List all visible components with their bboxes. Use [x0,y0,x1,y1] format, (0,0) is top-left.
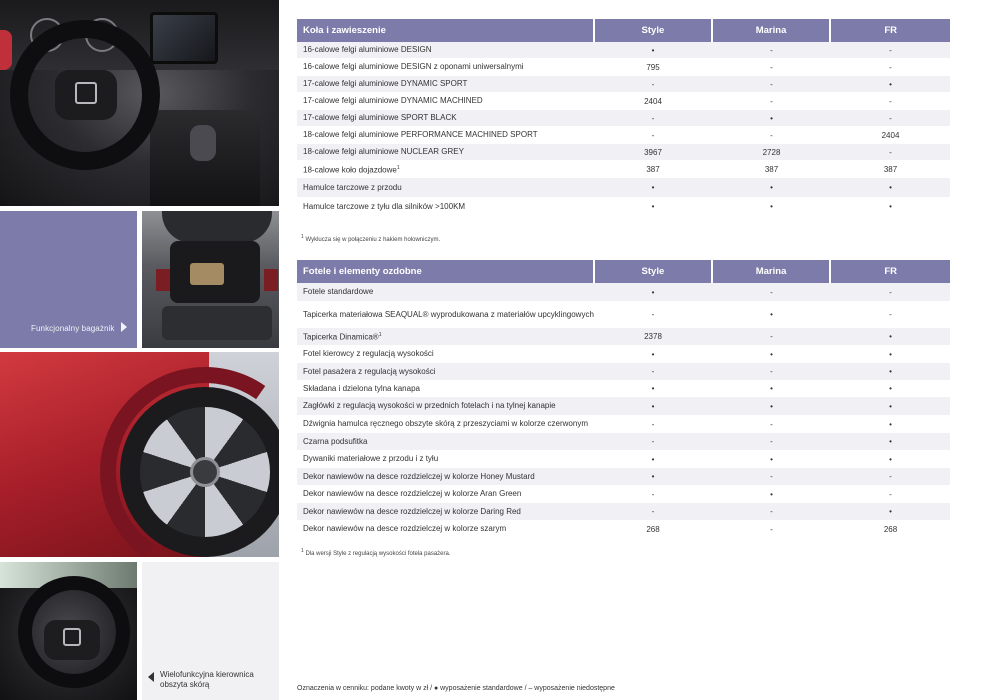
footnote-1: $^1$ Wyklucza się w połączeniu z hakiem holowniczym. [301,234,441,243]
cell-style: 795 [646,62,660,72]
row-label: 17-calowe felgi aluminiowe SPORT BLACK [303,113,457,122]
cell-style: • [651,401,655,411]
cell-fr: • [889,507,892,516]
cell-marina: • [770,401,773,411]
row-label: Fotel kierowcy z regulacją wysokości [303,349,434,358]
row-label: Dywaniki materiałowe z przodu i z tyłu [303,454,439,463]
table-body [297,42,950,216]
table-row [297,126,950,144]
cell-marina: - [770,367,773,376]
header-style: Style [595,19,711,42]
cell-style: - [651,79,655,89]
cell-fr: - [889,147,892,157]
header-fr: FR [831,19,950,42]
cell-style: - [651,113,655,123]
cell-fr: - [889,62,892,72]
footnote-2: $^1$ Dla wersji Style z regulacją wysokości fotela pasażera. [301,548,451,557]
table-row [297,283,950,301]
cell-style: • [651,349,655,359]
cell-marina: • [770,202,773,211]
cell-style: - [651,130,655,140]
table-row [297,92,950,110]
cell-fr: • [889,202,892,211]
arrow-right-icon [121,322,127,332]
cell-style: 2378 [644,332,662,341]
cell-marina: - [770,62,773,72]
row-label: 18-calowe koło dojazdowe$^1$ [303,164,400,175]
cell-marina: - [770,524,773,534]
cell-style: - [651,507,655,516]
row-label: Dekor nawiewów na desce rozdzielczej w kolorze Aran Green [303,489,522,498]
cell-marina: - [770,130,773,140]
wheels-suspension-table [297,19,950,216]
table-row [297,58,950,76]
table-row [297,468,950,485]
table-row [297,363,950,380]
cell-style: 387 [646,164,660,174]
cell-marina: • [770,113,773,123]
cell-marina: - [770,507,773,516]
cell-fr: - [889,489,892,499]
cell-fr: 387 [883,164,898,174]
row-label: Dekor nawiewów na desce rozdzielczej w kolorze szarym [303,524,507,533]
cell-style: - [651,310,655,319]
table-body [297,283,950,538]
table-row [297,42,950,58]
cell-marina: • [770,454,773,464]
cell-marina: - [770,79,773,89]
row-label: Składana i dzielona tylna kanapa [303,383,420,393]
price-legend: Oznaczenia w cenniku: podane kwoty w zł / ● wyposażenie standardowe / – wyposażenie niedostępne [297,685,615,692]
row-label: Dekor nawiewów na desce rozdzielczej w kolorze Honey Mustard [303,471,535,481]
row-label: Zagłówki z regulacją wysokości w przednich fotelach i na tylnej kanapie [303,401,556,410]
cell-fr: • [889,437,892,446]
table-header [297,19,950,42]
cell-marina: - [770,437,773,446]
table-header [297,260,950,283]
row-label: 17-calowe felgi aluminiowe DYNAMIC SPORT [303,79,468,88]
cell-fr: - [889,287,892,297]
trunk-caption-tile [0,211,137,348]
cell-marina: • [770,310,773,319]
cell-style: - [651,419,655,429]
table-row [297,415,950,433]
cell-style: • [651,384,655,393]
cell-fr: - [889,96,892,106]
cell-style: 268 [646,524,660,534]
cell-fr: - [889,310,892,319]
table-row [297,144,950,160]
row-label: 18-calowe felgi aluminiowe NUCLEAR GREY [303,147,464,156]
cell-fr: • [889,349,892,359]
cell-marina: - [770,45,773,55]
table-row [297,485,950,503]
row-label: 17-calowe felgi aluminiowe DYNAMIC MACHINED [303,96,483,105]
cell-fr: 2404 [881,130,900,140]
table-row [297,110,950,126]
row-label: Dźwignia hamulca ręcznego obszyte skórą z przeszyciami w kolorze czerwonym [303,419,588,428]
table-row [297,197,950,216]
red-car-wheel-photo [0,352,279,557]
cell-fr: • [889,419,892,429]
table-row [297,397,950,415]
row-label: Hamulce tarczowe z tyłu dla silników >100KM [303,201,466,211]
cell-marina: • [770,183,773,192]
cell-style: • [651,454,655,464]
row-label: Tapicerka materiałowa SEAQUAL® wyprodukowana z materiałów upcyklingowych [303,309,594,319]
arrow-left-icon [148,672,154,682]
cell-style: - [651,489,655,499]
cell-marina: • [770,384,773,393]
header-category: Koła i zawieszenie [297,19,593,42]
cell-fr: • [889,384,892,393]
cell-fr: • [889,401,892,411]
cell-fr: 268 [883,524,898,534]
cell-marina: - [770,287,773,297]
steering-wheel-photo [0,0,279,206]
steering-caption-tile [142,562,279,700]
cell-style: - [651,437,655,446]
seats-trim-table [297,260,950,538]
cell-marina: - [770,96,773,106]
header-style: Style [595,260,711,283]
trunk-caption: Funkcjonalny bagażnik [31,324,115,333]
cell-fr: - [889,45,892,55]
table-row [297,76,950,92]
steering-caption: Wielofunkcyjna kierownica obszyta skórą [160,670,254,689]
table-row [297,345,950,363]
cell-fr: • [889,332,892,341]
table-row [297,301,950,328]
table-row [297,328,950,345]
cell-style: • [651,472,655,481]
cell-marina: 2728 [762,147,781,157]
header-marina: Marina [713,260,830,283]
cell-marina: • [770,489,773,499]
table-row [297,450,950,468]
row-label: Fotele standardowe [303,287,374,296]
cell-fr: • [889,79,892,89]
cell-style: • [651,183,655,192]
row-label: Fotel pasażera z regulacją wysokości [303,366,436,376]
row-label: 16-calowe felgi aluminiowe DESIGN z oponami uniwersalnymi [303,62,524,71]
cell-style: 3967 [644,147,662,157]
row-label: 18-calowe felgi aluminiowe PERFORMANCE MACHINED SPORT [303,130,538,139]
table-row [297,433,950,450]
row-label: Dekor nawiewów na desce rozdzielczej w kolorze Daring Red [303,506,521,516]
cell-fr: • [889,367,892,376]
cell-fr: • [889,183,892,192]
multifunction-wheel-photo [0,562,137,700]
table-row [297,520,950,538]
row-label: 16-calowe felgi aluminiowe DESIGN [303,45,432,54]
header-fr: FR [831,260,950,283]
cell-style: • [651,287,655,297]
table-row [297,380,950,397]
cell-fr: - [889,472,892,481]
cell-style: - [651,367,655,376]
row-label: Hamulce tarczowe z przodu [303,182,402,192]
cell-style: • [651,202,655,211]
table-row [297,503,950,520]
cell-marina: 387 [764,164,779,174]
row-label: Tapicerka Dinamica®$^1$ [303,332,382,342]
row-label: Czarna podsufitka [303,436,368,446]
table-row [297,160,950,178]
cell-style: • [651,45,655,55]
trunk-photo [142,211,279,348]
cell-marina: - [770,332,773,341]
header-category: Fotele i elementy ozdobne [297,260,593,283]
table-row [297,178,950,197]
cell-marina: • [770,349,773,359]
cell-marina: - [770,472,773,481]
header-marina: Marina [713,19,830,42]
cell-marina: - [770,419,773,429]
cell-fr: - [889,113,892,123]
cell-fr: • [889,454,892,464]
cell-style: 2404 [644,96,662,106]
